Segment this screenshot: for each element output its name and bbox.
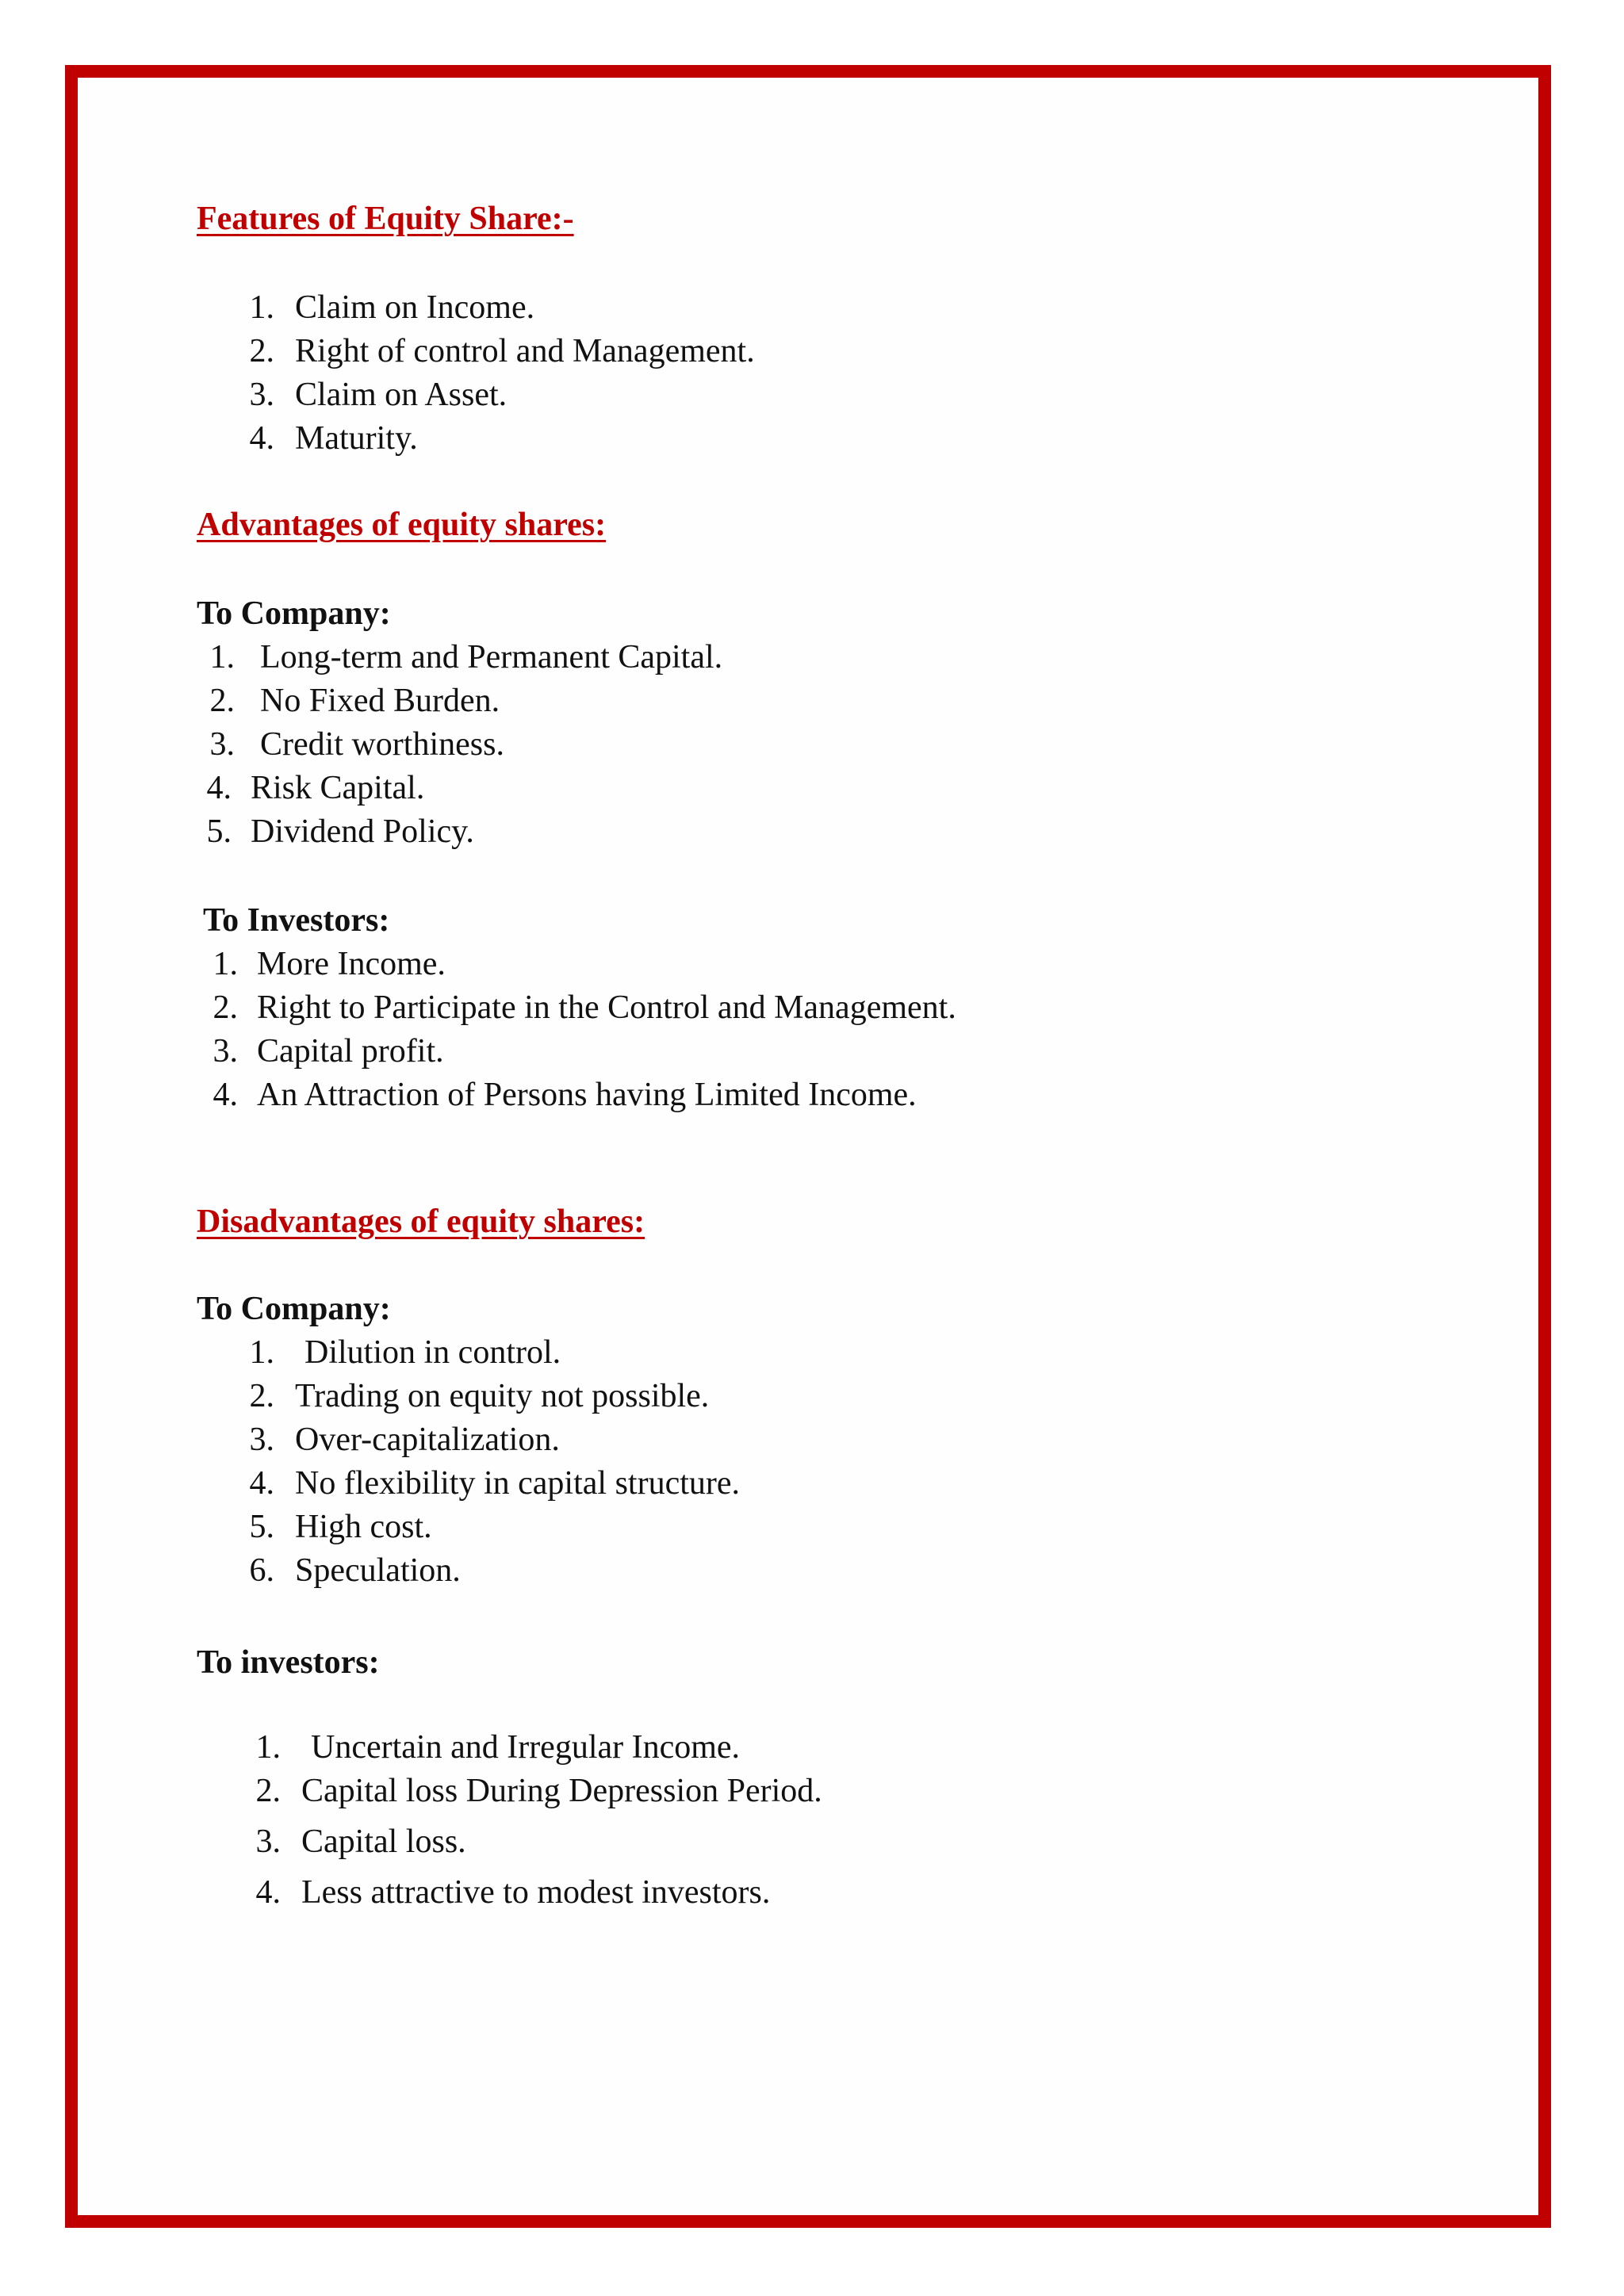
list-number: 4. (249, 1465, 274, 1502)
list-number: 1. (249, 1334, 274, 1371)
list-item-text: Capital profit. (257, 1033, 444, 1070)
features-heading: Features of Equity Share:- (197, 201, 574, 237)
list-item-text: Trading on equity not possible. (295, 1378, 710, 1414)
list-item-text: Risk Capital. (251, 770, 425, 806)
list-item-text: No flexibility in capital structure. (295, 1465, 741, 1502)
list-number: 4. (255, 1874, 281, 1911)
list-item-text: Credit worthiness. (260, 726, 504, 763)
list-number: 3. (249, 1422, 274, 1458)
disadvantages-heading: Disadvantages of equity shares: (197, 1203, 645, 1240)
list-item-text: Claim on Income. (295, 289, 535, 326)
list-item-text: Long-term and Permanent Capital. (260, 639, 723, 675)
advantages-company-label: To Company: (197, 595, 391, 632)
disadvantages-company-label: To Company: (197, 1291, 391, 1327)
list-number: 5. (206, 813, 232, 850)
list-item-text: Right to Participate in the Control and Management. (257, 989, 956, 1026)
list-item-text: Less attractive to modest investors. (301, 1874, 771, 1911)
list-number: 5. (249, 1509, 274, 1545)
list-number: 2. (213, 989, 238, 1026)
list-item-text: Claim on Asset. (295, 377, 508, 413)
disadvantages-investors-label: To investors: (197, 1644, 380, 1681)
list-number: 4. (249, 420, 274, 457)
list-number: 3. (213, 1033, 238, 1070)
list-item-text: Right of control and Management. (295, 333, 755, 369)
list-item-text: Uncertain and Irregular Income. (311, 1729, 741, 1766)
list-number: 1. (255, 1729, 281, 1766)
list-number: 6. (249, 1552, 274, 1589)
list-item-text: No Fixed Burden. (260, 683, 500, 719)
list-item-text: Dilution in control. (304, 1334, 561, 1371)
advantages-heading: Advantages of equity shares: (197, 507, 607, 543)
list-number: 1. (209, 639, 235, 675)
list-item-text: More Income. (257, 946, 446, 982)
list-item-text: Capital loss. (301, 1823, 466, 1860)
list-number: 3. (255, 1823, 281, 1860)
list-item-text: Dividend Policy. (251, 813, 474, 850)
list-number: 1. (213, 946, 238, 982)
list-number: 2. (249, 1378, 274, 1414)
list-number: 1. (249, 289, 274, 326)
list-item-text: An Attraction of Persons having Limited Income. (257, 1077, 917, 1113)
list-item-text: Capital loss During Depression Period. (301, 1773, 822, 1809)
list-number: 3. (249, 377, 274, 413)
advantages-investors-label: To Investors: (203, 902, 390, 939)
list-item-text: Over-capitalization. (295, 1422, 560, 1458)
list-number: 2. (255, 1773, 281, 1809)
list-item-text: Speculation. (295, 1552, 461, 1589)
list-number: 4. (206, 770, 232, 806)
list-number: 2. (209, 683, 235, 719)
list-number: 4. (213, 1077, 238, 1113)
list-number: 3. (209, 726, 235, 763)
list-item-text: High cost. (295, 1509, 432, 1545)
list-number: 2. (249, 333, 274, 369)
list-item-text: Maturity. (295, 420, 418, 457)
